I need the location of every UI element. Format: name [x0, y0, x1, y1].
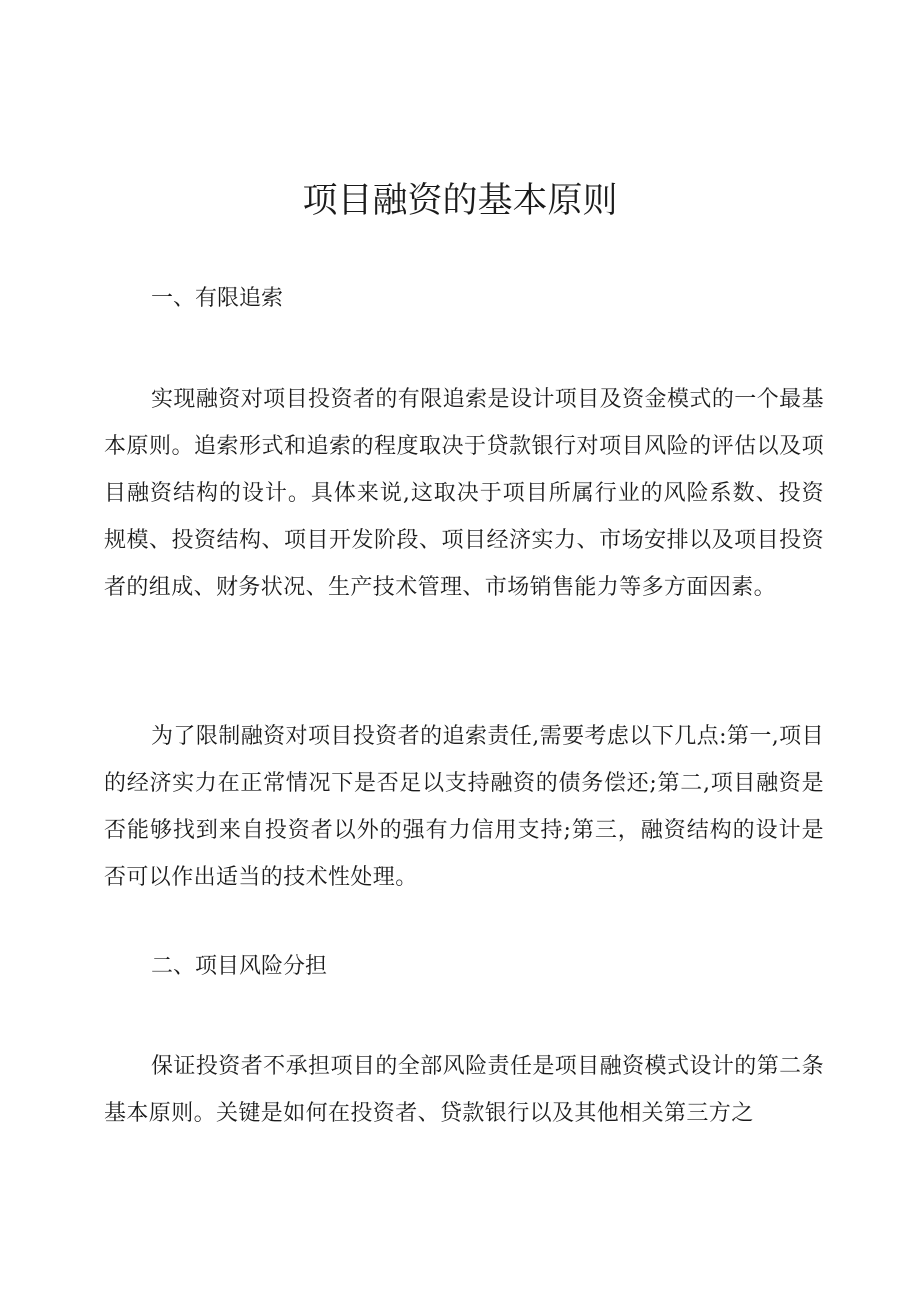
- document-title: 项目融资的基本原则: [302, 181, 618, 221]
- section-heading-risk-sharing: 二、项目风险分担: [151, 954, 328, 979]
- paragraph-limited-recourse-principle: 实现融资对项目投资者的有限追索是设计项目及资金模式的一个最基本原则。追索形式和追索的程度取决于贷款银行对项目风险的评估以及项目融资结构的设计。具体来说,这取决于项目所属行业的风险系数、投资规模、投资结构、项目开发阶段、项目经济实力、市场安排以及项目投资者的组成、财务状况、生产技术管理、市场销售能力等多方面因素。: [104, 387, 824, 600]
- paragraph-risk-sharing-principle: 保证投资者不承担项目的全部风险责任是项目融资模式设计的第二条基本原则。关键是如何在投资者、贷款银行以及其他相关第三方之: [104, 1054, 824, 1126]
- paragraph-recourse-considerations: 为了限制融资对项目投资者的追索责任,需要考虑以下几点:第一,项目的经济实力在正常情况下是否足以支持融资的债务偿还;第二,项目融资是否能够找到来自投资者以外的强有力信用支持;第三，融资结构的设计是否可以作出适当的技术性处理。: [104, 724, 824, 890]
- section-heading-limited-recourse: 一、有限追索: [151, 286, 284, 311]
